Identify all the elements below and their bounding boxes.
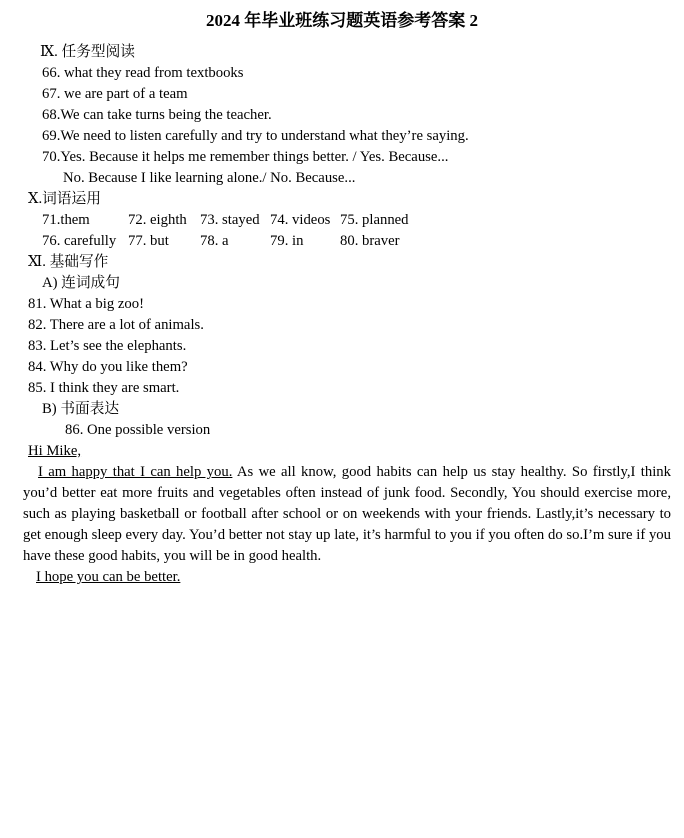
section-ix-heading: Ⅸ. 任务型阅读 bbox=[40, 44, 135, 60]
section-xi-heading: Ⅺ. 基础写作 bbox=[28, 254, 109, 270]
section-x-heading: Ⅹ.词语运用 bbox=[28, 191, 101, 207]
answer-77: 77. but bbox=[128, 233, 169, 249]
part-b-heading: B) 书面表达 bbox=[42, 401, 120, 417]
answer-line-82: 82. There are a lot of animals. bbox=[28, 317, 204, 333]
part-a-heading: A) 连词成句 bbox=[42, 275, 120, 291]
answer-76: 76. carefully bbox=[42, 233, 117, 249]
answer-line-85: 85. I think they are smart. bbox=[28, 380, 180, 396]
answer-line-69: 69.We need to listen carefully and try to understand what they’re saying. bbox=[42, 128, 469, 144]
page-title: 2024 年毕业班练习题英语参考答案 2 bbox=[206, 11, 478, 30]
letter-closing bbox=[0, 567, 684, 588]
answer-line-67: 67. we are part of a team bbox=[42, 86, 188, 102]
answer-80: 80. braver bbox=[340, 233, 400, 249]
answer-78: 78. a bbox=[200, 233, 229, 249]
answer-line-81: 81. What a big zoo! bbox=[28, 296, 144, 312]
answer-row-71-75 bbox=[0, 210, 684, 231]
answer-72: 72. eighth bbox=[128, 212, 187, 228]
answer-line-86: 86. One possible version bbox=[65, 422, 211, 438]
answer-row-76-80 bbox=[0, 231, 684, 252]
answer-line-83: 83. Let’s see the elephants. bbox=[28, 338, 187, 354]
answer-line-70: 70.Yes. Because it helps me remember things better. / Yes. Because... bbox=[42, 149, 449, 165]
answer-75: 75. planned bbox=[340, 212, 409, 228]
answer-79: 79. in bbox=[270, 233, 304, 249]
answer-73: 73. stayed bbox=[200, 212, 260, 228]
answer-71: 71.them bbox=[42, 212, 90, 228]
answer-74: 74. videos bbox=[270, 212, 331, 228]
letter-salutation-text: Hi Mike, bbox=[28, 443, 82, 459]
answer-line-84: 84. Why do you like them? bbox=[28, 359, 188, 375]
letter-salutation bbox=[0, 441, 684, 462]
answer-line-68: 68.We can take turns being the teacher. bbox=[42, 107, 272, 123]
letter-closing-text: I hope you can be better. bbox=[36, 569, 181, 585]
letter-opening-sentence: I am happy that I can help you. bbox=[38, 464, 233, 480]
letter-body-text: As we all know, good habits can help us stay healthy. So firstly,I think you’d better eat more fruits and vegetables often instead of junk food. Secondly, You should exercise more, such as playing basketball or football after school or on weekends with your friends. Lastly,it’s necessary to get enough sleep every day. You’d better not stay up late, it’s harmful to you if you often do so.I’m sure if you have these good habits, you will be in good health. bbox=[23, 464, 671, 564]
answer-line-66: 66. what they read from textbooks bbox=[42, 65, 244, 81]
letter-body bbox=[23, 462, 671, 567]
answer-line-70-alt: No. Because I like learning alone./ No. Because... bbox=[63, 170, 356, 186]
